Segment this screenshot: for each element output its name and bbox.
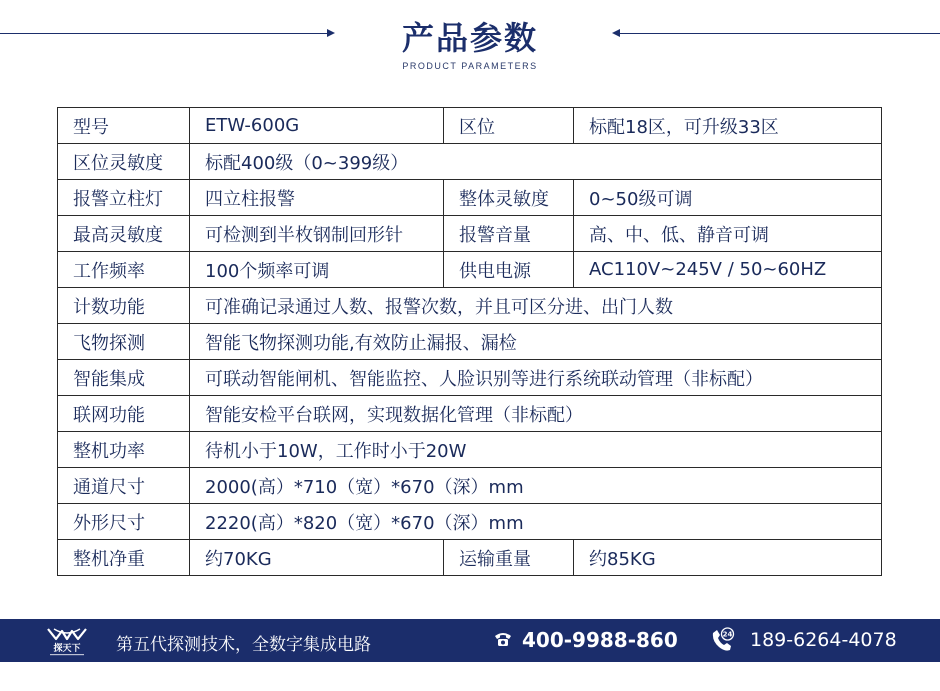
page-subtitle: PRODUCT PARAMETERS <box>402 61 538 71</box>
spec-label: 智能集成 <box>58 360 190 396</box>
spec-value: 可检测到半枚钢制回形针 <box>190 216 444 252</box>
spec-value: 高、中、低、静音可调 <box>574 216 882 252</box>
spec-value: 待机小于10W，工作时小于20W <box>190 432 882 468</box>
24h-phone-icon <box>709 627 735 653</box>
svg-text:24: 24 <box>722 630 733 639</box>
spec-value: 智能安检平台联网，实现数据化管理（非标配） <box>190 396 882 432</box>
specs-table <box>57 107 882 576</box>
spec-value: 约70KG <box>190 540 444 576</box>
mobile-number[interactable]: 189-6264-4078 <box>750 629 897 651</box>
footer-bar <box>0 619 940 662</box>
spec-value: 四立柱报警 <box>190 180 444 216</box>
spec-label: 报警立柱灯 <box>58 180 190 216</box>
table-row <box>58 360 882 396</box>
spec-value: 0~50级可调 <box>574 180 882 216</box>
spec-label: 最高灵敏度 <box>58 216 190 252</box>
table-row <box>58 252 882 288</box>
spec-value: 可联动智能闸机、智能监控、人脸识别等进行系统联动管理（非标配） <box>190 360 882 396</box>
spec-label: 供电电源 <box>444 252 574 288</box>
header-rule-right <box>614 33 940 34</box>
table-row <box>58 468 882 504</box>
spec-value: 标配400级（0~399级） <box>190 144 882 180</box>
hotline-number[interactable]: 400-9988-860 <box>522 628 678 652</box>
spec-label: 整体灵敏度 <box>444 180 574 216</box>
footer-slogan: 第五代探测技术，全数字集成电路 <box>116 635 371 655</box>
table-row <box>58 504 882 540</box>
spec-label: 飞物探测 <box>58 324 190 360</box>
page-bottom-margin <box>0 662 940 691</box>
table-row <box>58 432 882 468</box>
spec-value: 100个频率可调 <box>190 252 444 288</box>
logo-text: 探天下 <box>53 644 81 654</box>
spec-label: 整机净重 <box>58 540 190 576</box>
table-row <box>58 396 882 432</box>
table-row <box>58 108 882 144</box>
spec-value: 智能飞物探测功能,有效防止漏报、漏检 <box>190 324 882 360</box>
spec-label: 型号 <box>58 108 190 144</box>
spec-value: AC110V~245V / 50~60HZ <box>574 252 882 288</box>
spec-label: 运输重量 <box>444 540 574 576</box>
spec-label: 通道尺寸 <box>58 468 190 504</box>
spec-label: 报警音量 <box>444 216 574 252</box>
table-row <box>58 180 882 216</box>
telephone-icon <box>493 629 513 649</box>
spec-label: 工作频率 <box>58 252 190 288</box>
spec-value: ETW-600G <box>190 108 444 144</box>
spec-value: 标配18区，可升级33区 <box>574 108 882 144</box>
spec-label: 区位灵敏度 <box>58 144 190 180</box>
spec-label: 计数功能 <box>58 288 190 324</box>
table-row <box>58 540 882 576</box>
spec-value: 2220(高）*820（宽）*670（深）mm <box>190 504 882 540</box>
brand-logo <box>44 623 90 659</box>
spec-value: 可准确记录通过人数、报警次数，并且可区分进、出门人数 <box>190 288 882 324</box>
spec-label: 区位 <box>444 108 574 144</box>
spec-label: 外形尺寸 <box>58 504 190 540</box>
spec-label: 整机功率 <box>58 432 190 468</box>
spec-value: 2000(高）*710（宽）*670（深）mm <box>190 468 882 504</box>
page-title: 产品参数 <box>401 19 538 57</box>
table-row <box>58 288 882 324</box>
section-header <box>0 0 940 90</box>
table-row <box>58 144 882 180</box>
table-row <box>58 216 882 252</box>
spec-label: 联网功能 <box>58 396 190 432</box>
table-row <box>58 324 882 360</box>
spec-value: 约85KG <box>574 540 882 576</box>
